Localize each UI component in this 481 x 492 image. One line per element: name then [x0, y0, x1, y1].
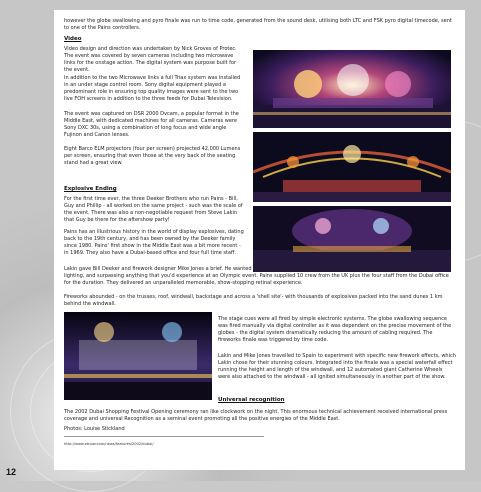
- explosive-paragraph-1: For the first time ever, the three Deeker Brothers who run Pains - Bill, Guy and Phillip - all worked on the same project - such was the scale of the event. There was also a non-negotiable request from Steve Lakin that Guy be there for the aftershow party!: [64, 196, 243, 223]
- stage-photo-lower: [253, 206, 451, 272]
- document-page: [54, 10, 465, 470]
- recognition-heading: Universal recognition: [218, 397, 285, 403]
- stage-photo-bottom: [64, 312, 212, 400]
- footer-link[interactable]: http://www.etnow.com/news/features/2002/dubai/: [64, 442, 154, 446]
- photos-credit: Photos: Louise Stickland: [64, 426, 125, 432]
- video-paragraph-4: Eight Barco ELM projectors (four per screen) projected 42,000 Lumens per screen, ensuring that even those at the very back of the seating stand had a great view.: [64, 146, 241, 166]
- explosive-paragraph-2: Pains has an illustrious history in the world of display explosives, dating back to the 19th century, and has been owned by the Deeker family since 1980. Pains' first show in the Middle East was a bit more recent - in 1969. They also have a Dubai-based office and four full time staff.: [64, 229, 244, 256]
- video-paragraph-1: Video design and direction was undertaken by Nick Groves of Protec. The event was covered by seven cameras including two microwave links for the onstage action. The digital system was purpose built for the event.: [64, 46, 237, 73]
- stage-photo-middle: [253, 132, 451, 202]
- page-number: 12: [6, 467, 17, 477]
- explosive-paragraph-5: The stage cues were all fired by simple electronic systems. The globe swallowing sequence was fired manually via digital controller as it was dependent on the precise movement of the globes - the digital system dramatically reducing the amount of cabling required. The fireworks finale was triggered by time code.: [218, 316, 452, 343]
- video-paragraph-2: In addition to the two Microwave links a full Triax system was installed in an under stage control room. Sony digital equipment played a predominant role in ensuring top quality images were sent to the two live FOH screens in addition to the three feeds for Dubai Television.: [64, 75, 241, 102]
- explosive-paragraph-6: Lakin and Mike Jones travelled to Spain to experiment with specific new firework effects, which Lakin chose for their stunning colours. Integrated into the finale was a special waterfall effect running the height and length of the windwall, and 12 automated giant Catherine Wheels were also attached to the windwall - all ignited simultaneously in another part of the show.: [218, 353, 456, 380]
- footer-divider: [64, 436, 264, 437]
- video-paragraph-3: The event was captured on DSR 2000 Dvcam, a popular format in the Middle East, with dedicated machines for all cameras. Cameras were Sony DXC 30s, using a combination of long focus and wide angle Fujinon and Canon lenses.: [64, 111, 239, 138]
- recognition-paragraph: The 2002 Dubai Shopping Festival Opening ceremony ran like clockwork on the night. This enormous technical achievement received international press coverage and universal Recognition as a seminal event promoting all the positive energies of the Middle East.: [64, 409, 448, 422]
- intro-paragraph: however the globe swallowing and pyro finale was run to time code, generated from the sound desk, utilising both LTC and FSK pyro digital timecode, sent to one of the Pains controllers.: [64, 18, 452, 31]
- stage-photo-top: [253, 50, 451, 128]
- explosive-heading: Explosive Ending: [64, 186, 117, 192]
- explosive-paragraph-3: Lakin gave Bill Deeker and firework designer Mike Jones a brief. He wanted a world class firework show, as integral to the performance as sound and lighting, and surpassing anything that you'd experience at an Olympic event. Pains supplied 10 crew from the UK plus the four staff from the Dubai office for the duration. They delivered an unparalleled memorable, show-stopping retinal experience.: [64, 266, 449, 286]
- explosive-paragraph-4: Fireworks abounded - on the trusses, roof, windwall, backstage and across a 'shell site'- with thousands of explosives packed into the sand dunes 1 km behind the windwall.: [64, 294, 443, 307]
- video-heading: Video: [64, 36, 82, 42]
